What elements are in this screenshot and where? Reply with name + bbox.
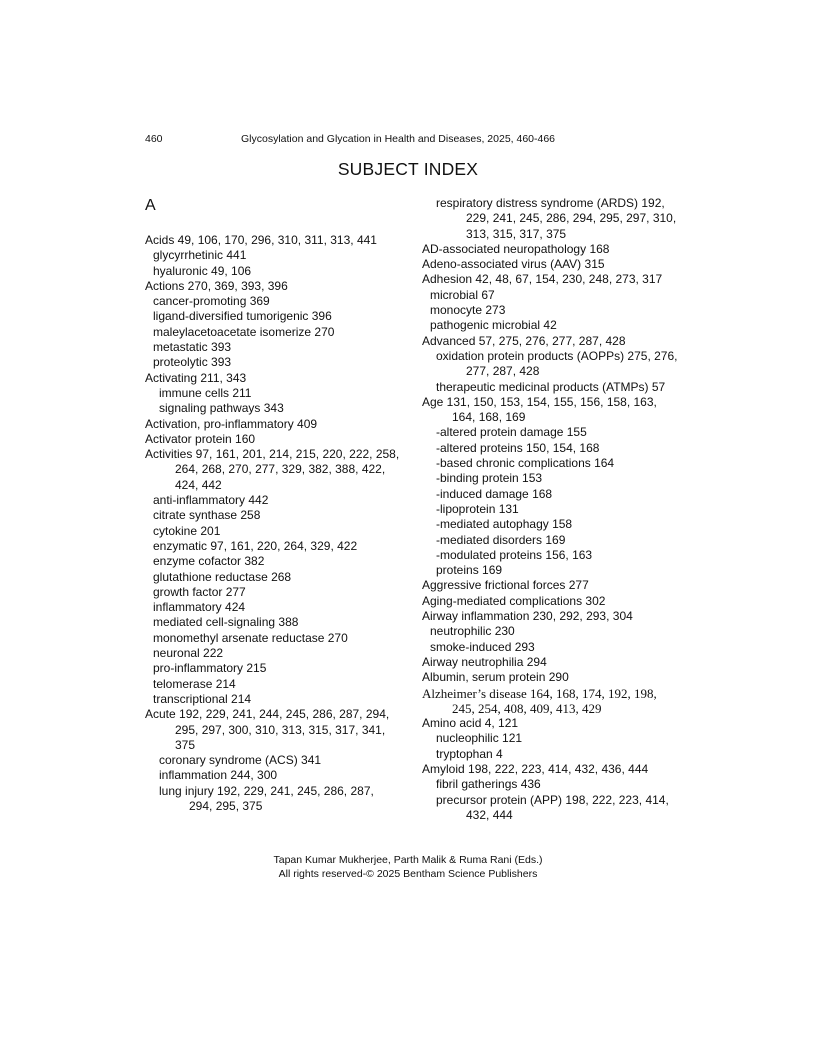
index-subentry: -altered protein damage 155	[436, 425, 587, 440]
index-subentry: neutrophilic 230	[430, 624, 515, 639]
index-entry: Activation, pro-inflammatory 409	[145, 416, 318, 431]
index-entry: Acids 49, 106, 170, 296, 310, 311, 313, 441	[145, 233, 377, 247]
index-column-left	[145, 233, 400, 814]
index-subentry: fibril gatherings 436	[436, 777, 541, 792]
index-subentry: pathogenic microbial 42	[430, 318, 557, 333]
index-subentry: transcriptional 214	[153, 691, 252, 706]
index-subentry: tryptophan 4	[436, 746, 503, 761]
index-subentry: enzymatic 97, 161, 220, 264, 329, 422	[153, 538, 358, 553]
index-entry: Alzheimer’s disease 164, 168, 174, 192, 198, 245, 254, 408, 409, 413, 429	[422, 685, 657, 716]
index-subentry: glutathione reductase 268	[153, 569, 292, 584]
index-entry: Amyloid 198, 222, 223, 414, 432, 436, 444	[422, 761, 649, 776]
index-subentry: respiratory distress syndrome (ARDS) 192, 229, 241, 245, 286, 294, 295, 297, 310, 313, 315, 317, 375	[436, 196, 677, 241]
index-subentry: proteins 169	[436, 563, 503, 578]
index-subentry: -based chronic complications 164	[436, 456, 615, 471]
index-subentry: precursor protein (APP) 198, 222, 223, 414, 432, 444	[436, 792, 669, 822]
index-subentry: proteolytic 393	[153, 355, 232, 370]
running-head	[145, 133, 675, 149]
index-entry: Activator protein 160	[145, 431, 256, 446]
index-subentry: cancer-promoting 369	[153, 294, 270, 309]
index-subentry: coronary syndrome (ACS) 341	[159, 753, 322, 768]
index-entry: Age 131, 150, 153, 154, 155, 156, 158, 163, 164, 168, 169	[422, 394, 657, 425]
index-column-right	[422, 196, 682, 823]
index-subentry: metastatic 393	[153, 340, 232, 355]
index-entry: Advanced 57, 275, 276, 277, 287, 428	[422, 333, 626, 348]
index-entry: Albumin, serum protein 290	[422, 670, 569, 685]
index-subentry: -lipoprotein 131	[436, 501, 519, 516]
index-subentry: mediated cell-signaling 388	[153, 615, 299, 630]
index-subentry: hyaluronic 49, 106	[153, 263, 252, 278]
page-title: SUBJECT INDEX	[337, 159, 479, 179]
index-subentry: inflammatory 424	[153, 600, 246, 615]
index-subentry: inflammation 244, 300	[159, 768, 278, 783]
index-subentry: monocyte 273	[430, 303, 506, 318]
index-subentry: growth factor 277	[153, 584, 246, 599]
index-subentry: smoke-induced 293	[430, 639, 535, 654]
index-subentry: telomerase 214	[153, 676, 236, 691]
page-footer	[0, 853, 816, 881]
index-entry: Acute 192, 229, 241, 244, 245, 286, 287, 294, 295, 297, 300, 310, 313, 315, 317, 341, 375	[145, 707, 390, 752]
index-subentry: signaling pathways 343	[159, 401, 284, 416]
index-subentry: citrate synthase 258	[153, 508, 261, 523]
index-subentry: pro-inflammatory 215	[153, 661, 267, 676]
index-subentry: cytokine 201	[153, 523, 221, 538]
index-entry: Airway inflammation 230, 292, 293, 304	[422, 609, 633, 624]
index-subentry: neuronal 222	[153, 646, 224, 661]
index-subentry: -mediated autophagy 158	[436, 517, 573, 532]
index-subentry: glycyrrhetinic 441	[153, 248, 247, 263]
page-number: 460	[145, 133, 163, 145]
index-subentry: -modulated proteins 156, 163	[436, 547, 593, 562]
index-subentry: -binding protein 153	[436, 471, 543, 486]
index-subentry: ligand-diversified tumorigenic 396	[153, 309, 332, 324]
index-subentry: -altered proteins 150, 154, 168	[436, 440, 600, 455]
index-subentry: -mediated disorders 169	[436, 532, 566, 547]
index-subentry: enzyme cofactor 382	[153, 554, 265, 569]
index-subentry: lung injury 192, 229, 241, 245, 286, 287, 294, 295, 375	[159, 783, 374, 813]
journal-title: Glycosylation and Glycation in Health and Diseases, 2025, 460-466	[241, 133, 556, 145]
index-subentry: monomethyl arsenate reductase 270	[153, 630, 348, 645]
index-entry: Activities 97, 161, 201, 214, 215, 220, 222, 258, 264, 268, 270, 277, 329, 382, 388, 422, 424, 442	[145, 447, 400, 492]
index-subentry: immune cells 211	[159, 385, 252, 400]
index-entry: AD-associated neuropathology 168	[422, 241, 610, 256]
section-letter: A	[145, 197, 156, 214]
index-subentry: oxidation protein products (AOPPs) 275, 276, 277, 287, 428	[436, 348, 678, 379]
index-entry: Aggressive frictional forces 277	[422, 578, 589, 593]
footer-editors: Tapan Kumar Mukherjee, Parth Malik & Ruma Rani (Eds.)	[273, 854, 543, 866]
index-entry: Activating 211, 343	[145, 370, 247, 385]
index-entry: Actions 270, 369, 393, 396	[145, 278, 288, 293]
index-entry: Aging-mediated complications 302	[422, 593, 606, 608]
index-subentry: therapeutic medicinal products (ATMPs) 57	[436, 379, 666, 394]
index-entry: Adhesion 42, 48, 67, 154, 230, 248, 273, 317	[422, 272, 663, 287]
index-entry: Airway neutrophilia 294	[422, 654, 547, 669]
index-subentry: microbial 67	[430, 287, 495, 302]
index-entry: Adeno-associated virus (AAV) 315	[422, 257, 605, 272]
index-entry: Amino acid 4, 121	[422, 716, 519, 731]
index-subentry: maleylacetoacetate isomerize 270	[153, 324, 335, 339]
footer-rights: All rights reserved-© 2025 Bentham Science Publishers	[278, 868, 538, 880]
index-subentry: nucleophilic 121	[436, 731, 523, 746]
index-subentry: anti-inflammatory 442	[153, 493, 269, 508]
index-subentry: -induced damage 168	[436, 486, 553, 501]
